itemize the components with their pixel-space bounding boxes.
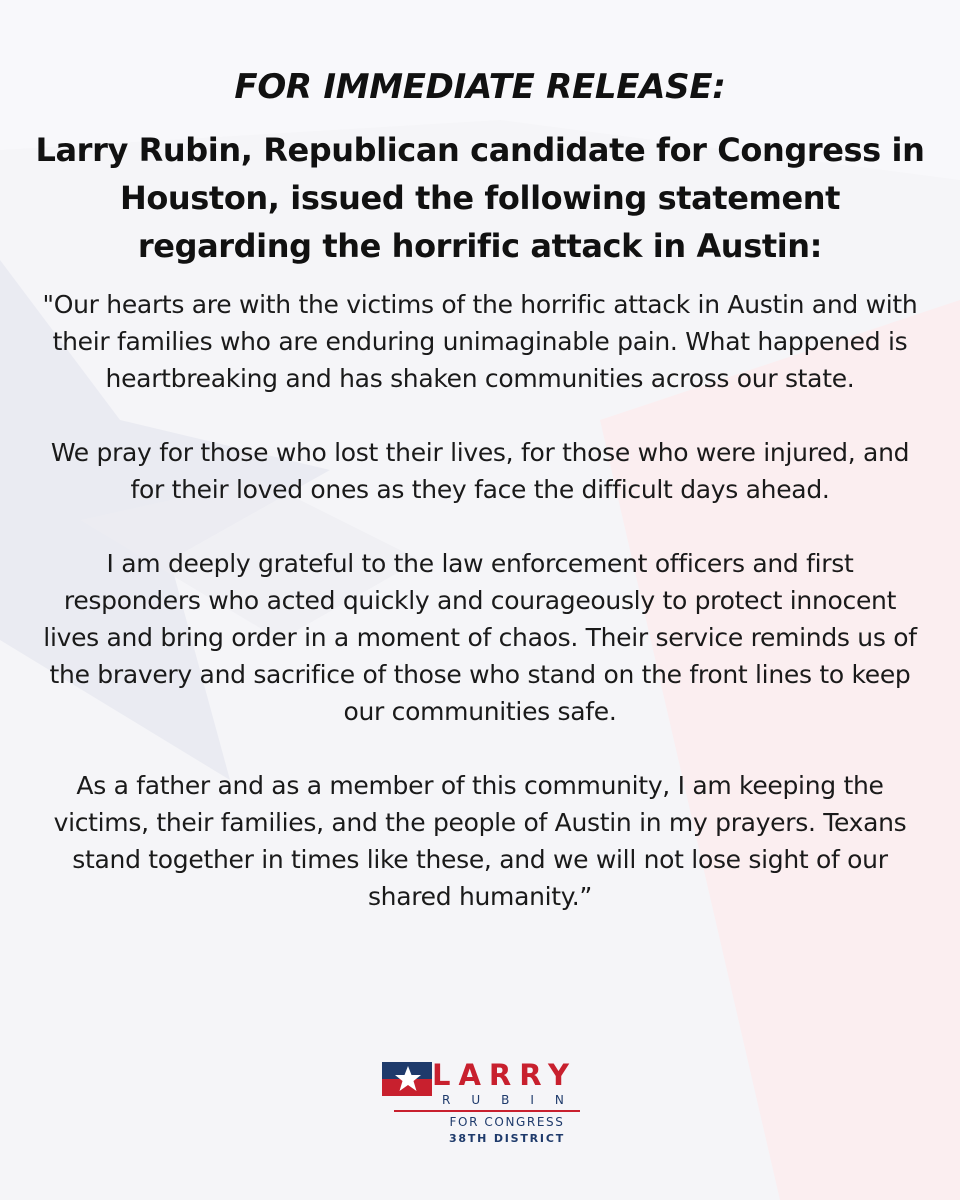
statement-paragraph: "Our hearts are with the victims of the horrific attack in Austin and with their families who are enduring unimaginable pain. What happened is heartbreaking and has shaken communities across our state. (42, 290, 918, 393)
star-flag-icon (382, 1062, 432, 1096)
logo-tagline: FOR CONGRESS (449, 1115, 565, 1129)
statement-paragraph: We pray for those who lost their lives, for those who were injured, and for their loved ones as they face the difficult days ahead. (50, 438, 910, 504)
statement-paragraph: I am deeply grateful to the law enforcement officers and first responders who acted quickly and courageously to protect innocent lives and bring order in a moment of chaos. Their service reminds us of the bravery and sacrifice of those who stand on the front lines to keep our communities safe. (43, 549, 917, 726)
release-headline: FOR IMMEDIATE RELEASE: (234, 67, 726, 107)
statement-paragraph: As a father and as a member of this community, I am keeping the victims, their families, and the people of Austin in my prayers. Texans stand together in times like these, and we will not lose sight of our shared humanity.” (53, 771, 907, 911)
logo-divider (394, 1110, 580, 1112)
logo-name-first: LARRY (432, 1058, 577, 1092)
campaign-logo (380, 1058, 590, 1154)
logo-name-last: RUBIN (442, 1093, 585, 1107)
release-subheadline: Larry Rubin, Republican candidate for Congress in Houston, issued the following statement regarding the horrific attack in Austin: (35, 131, 925, 265)
statement-body (40, 286, 920, 915)
logo-district: 38TH DISTRICT (448, 1132, 566, 1145)
